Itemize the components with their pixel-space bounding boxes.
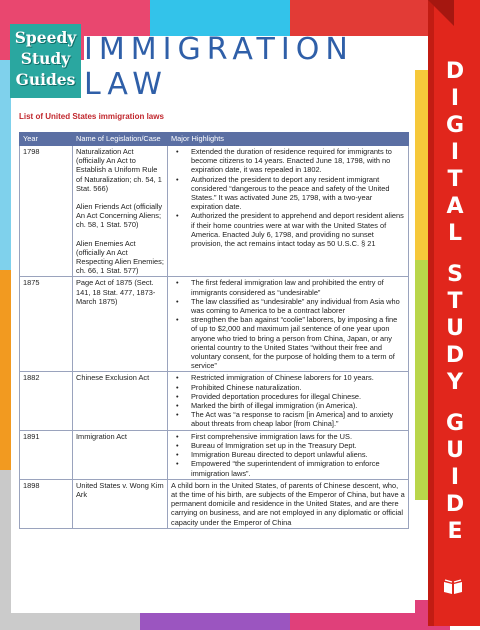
cell-highlights: A child born in the United States, of parents of Chinese descent, who, at the time of his birth, are subjects of the Emperor of China, but have a permanent domicile and residence in the United States, and are there carrying on business, and are not employed in any diplomatic or official capacity under the Emperor of China (168, 479, 409, 528)
vertical-title-gap (440, 247, 470, 261)
vertical-title-letter: T (447, 289, 463, 314)
highlight-item: • First comprehensive immigration laws for the US. (182, 432, 405, 441)
cell-year: 1875 (20, 277, 73, 372)
ribbon-fold (428, 0, 454, 26)
vertical-title-letter: Y (447, 370, 463, 395)
vertical-title-letter: G (445, 113, 465, 138)
column-header-highlights: Major Highlights (168, 133, 409, 146)
highlight-item: • Authorized the president to deport any resident immigrant considered “dangerous to the peace and safety of the United States.” It was activated June 25, 1798, with a two-year expiration date. (182, 175, 405, 212)
highlight-item: • Prohibited Chinese naturalization. (182, 383, 405, 392)
bg-tile (290, 0, 440, 36)
legislation-name: Immigration Act (76, 431, 127, 441)
immigration-laws-table (19, 132, 409, 529)
cell-highlights (168, 372, 409, 430)
cell-name (73, 479, 168, 528)
vertical-title-letter: I (450, 465, 460, 490)
vertical-title-letter: L (447, 221, 463, 246)
vertical-title-letter: U (446, 438, 464, 463)
table-row (20, 430, 409, 479)
highlight-item: • Authorized the president to apprehend and deport resident aliens if their home countries were at war with the United States of America. Enacted July 6, 1798, and providing no sunset provision, the act remains intact today as 50 U.S.C. § 21 (182, 211, 405, 248)
legislation-name: United States v. Wong Kim Ark (76, 480, 164, 499)
ribbon-edge (428, 0, 434, 626)
highlight-item: • The law classified as “undesirable” any individual from Asia who was coming to America to be a contract laborer (182, 297, 405, 315)
vertical-title-letter: S (447, 262, 463, 287)
legislation-name: Naturalization Act (officially An Act to Establish a Uniform Rule of Naturalization; ch. 54, 1 Stat. 566) (76, 147, 162, 193)
table-row (20, 146, 409, 277)
vertical-title-gap (440, 396, 470, 410)
cell-year: 1898 (20, 479, 73, 528)
cell-highlights (168, 146, 409, 277)
highlight-item: • Immigration Bureau directed to deport unlawful aliens. (182, 450, 405, 459)
logo-line: Speedy (14, 28, 77, 47)
legislation-name: Chinese Exclusion Act (76, 373, 150, 383)
legislation-name: Page Act of 1875 (Sect. 141, 18 Stat. 477, 1873-March 1875) (76, 278, 156, 306)
highlight-item: • Bureau of Immigration set up in the Treasury Dept. (182, 441, 405, 450)
cell-name (73, 430, 168, 479)
section-title: List of United States immigration laws (19, 112, 164, 121)
cell-year: 1798 (20, 146, 73, 277)
cell-highlights (168, 430, 409, 479)
table-row (20, 277, 409, 372)
highlight-item: • The Act was “a response to racism [in America] and to anxiety about threats from cheap labor [from China].” (182, 410, 405, 428)
highlight-item: • Empowered “the superintendent of immigration to enforce immigration laws”. (182, 459, 405, 477)
legislation-name: Alien Friends Act (officially An Act Concerning Aliens; ch. 58, 1 Stat. 570) (76, 202, 163, 230)
column-header-name: Name of Legislation/Case (73, 133, 168, 146)
vertical-title-letter: I (450, 86, 460, 111)
vertical-title-letter: D (445, 343, 465, 368)
title-band (84, 32, 415, 102)
book-icon (442, 578, 464, 596)
vertical-title (440, 58, 470, 545)
highlight-item: • strengthen the ban against “coolie” laborers, by imposing a fine of up to $2,000 and maximum jail sentence of one year upon anyone who tried to bring a person from China, Japan, or any oriental country to the United States “without their free and voluntary consent, for the purpose of holding them to a term of service” (182, 315, 405, 370)
vertical-title-letter: U (446, 316, 464, 341)
cell-name (73, 372, 168, 430)
cell-year: 1882 (20, 372, 73, 430)
cell-highlights (168, 277, 409, 372)
logo-line: Guides (15, 70, 76, 89)
highlight-item: • Restricted immigration of Chinese laborers for 10 years. (182, 373, 405, 382)
vertical-title-letter: D (445, 59, 465, 84)
table-row (20, 372, 409, 430)
table-row (20, 479, 409, 528)
vertical-title-letter: G (445, 411, 465, 436)
highlight-item: • The first federal immigration law and prohibited the entry of immigrants considered as “undesirable” (182, 278, 405, 296)
bg-tile (150, 0, 300, 36)
cell-name (73, 146, 168, 277)
vertical-title-letter: T (447, 167, 463, 192)
table-header-row (20, 133, 409, 146)
highlight-item: • Marked the birth of illegal immigration (in America). (182, 401, 405, 410)
highlight-item: • Provided deportation procedures for illegal Chinese. (182, 392, 405, 401)
column-header-year: Year (20, 133, 73, 146)
vertical-title-letter: E (447, 519, 463, 544)
page-title: IMMIGRATION LAW (84, 32, 354, 102)
vertical-title-letter: D (445, 492, 465, 517)
speedy-study-guides-logo (10, 24, 81, 98)
cell-name (73, 277, 168, 372)
logo-line: Study (20, 49, 71, 68)
vertical-title-letter: I (450, 140, 460, 165)
legislation-name: Alien Enemies Act (officially An Act Respecting Alien Enemies; ch. 66, 1 Stat. 577) (76, 238, 164, 276)
cell-year: 1891 (20, 430, 73, 479)
highlight-item: • Extended the duration of residence required for immigrants to become citizens to 14 years. Enacted June 18, 1798, with no expiration date, it was repealed in 1802. (182, 147, 405, 175)
vertical-title-letter: A (446, 194, 464, 219)
